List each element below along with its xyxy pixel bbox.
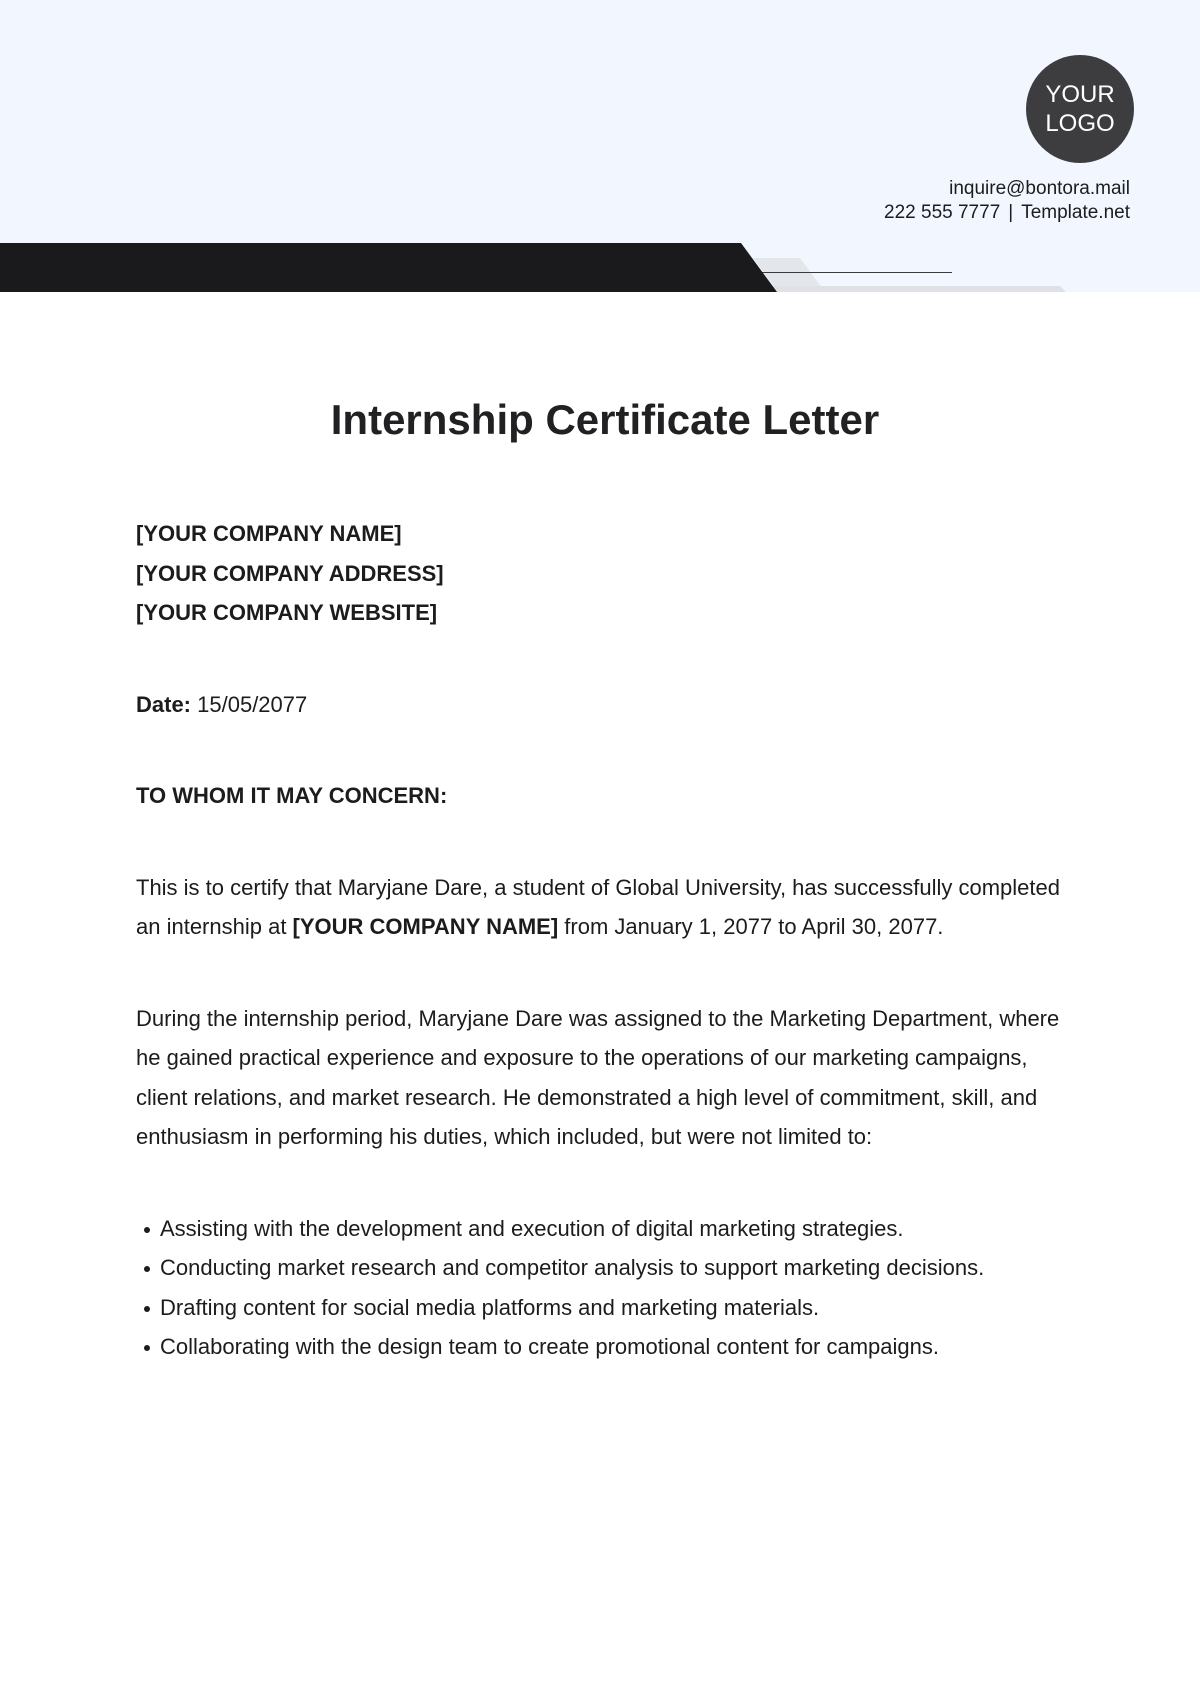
list-item: Assisting with the development and execution of digital marketing strategies. [136, 1209, 1076, 1249]
paragraph-text: This is to certify that Maryjane Dare, a student of Global University, has successfully completed an internship at [136, 874, 1060, 939]
date-line [136, 685, 1076, 725]
list-item: Conducting market research and competitor analysis to support marketing decisions. [136, 1248, 1076, 1288]
company-address: [YOUR COMPANY ADDRESS] [136, 560, 444, 586]
decor-light-bar [770, 286, 1066, 292]
contact-email: inquire@bontora.mail [949, 178, 1130, 199]
date-value: 15/05/2077 [197, 691, 308, 717]
duties-list [136, 1209, 1076, 1367]
header-decorative-stripes [0, 240, 1200, 292]
contact-separator: | [1008, 202, 1014, 223]
contact-phone-website [884, 201, 1130, 225]
company-logo [1026, 55, 1134, 163]
duties-paragraph: During the internship period, Maryjane Dare was assigned to the Marketing Department, where he gained practical experience and exposure to the operations of our marketing campaigns, client relations, and market research. He demonstrated a high level of commitment, skill, and enthusiasm in performing his duties, which included, but were not limited to: [136, 1005, 1060, 1149]
company-website: [YOUR COMPANY WEBSITE] [136, 600, 438, 625]
company-block [136, 514, 1076, 633]
list-item: Drafting content for social media platforms and marketing materials. [136, 1288, 1076, 1328]
date-label: Date: [136, 691, 192, 717]
certification-paragraph [136, 868, 1076, 947]
contact-website: Template.net [1021, 202, 1130, 223]
contact-phone: 222 555 7777 [884, 202, 1001, 223]
paragraph-text-end: from January 1, 2077 to April 30, 2077. [558, 914, 944, 939]
list-item: Collaborating with the design team to create promotional content for campaigns. [136, 1327, 1076, 1367]
logo-line-1: YOUR [1045, 81, 1115, 108]
letter-body [136, 514, 1076, 1367]
contact-info [884, 177, 1130, 225]
document-title: Internship Certificate Letter [330, 396, 880, 443]
logo-line-2: LOGO [1045, 110, 1115, 137]
salutation: TO WHOM IT MAY CONCERN: [136, 783, 448, 808]
company-name: [YOUR COMPANY NAME] [136, 521, 402, 546]
decor-dark-band [0, 243, 777, 292]
paragraph-company-name: [YOUR COMPANY NAME] [292, 914, 559, 939]
